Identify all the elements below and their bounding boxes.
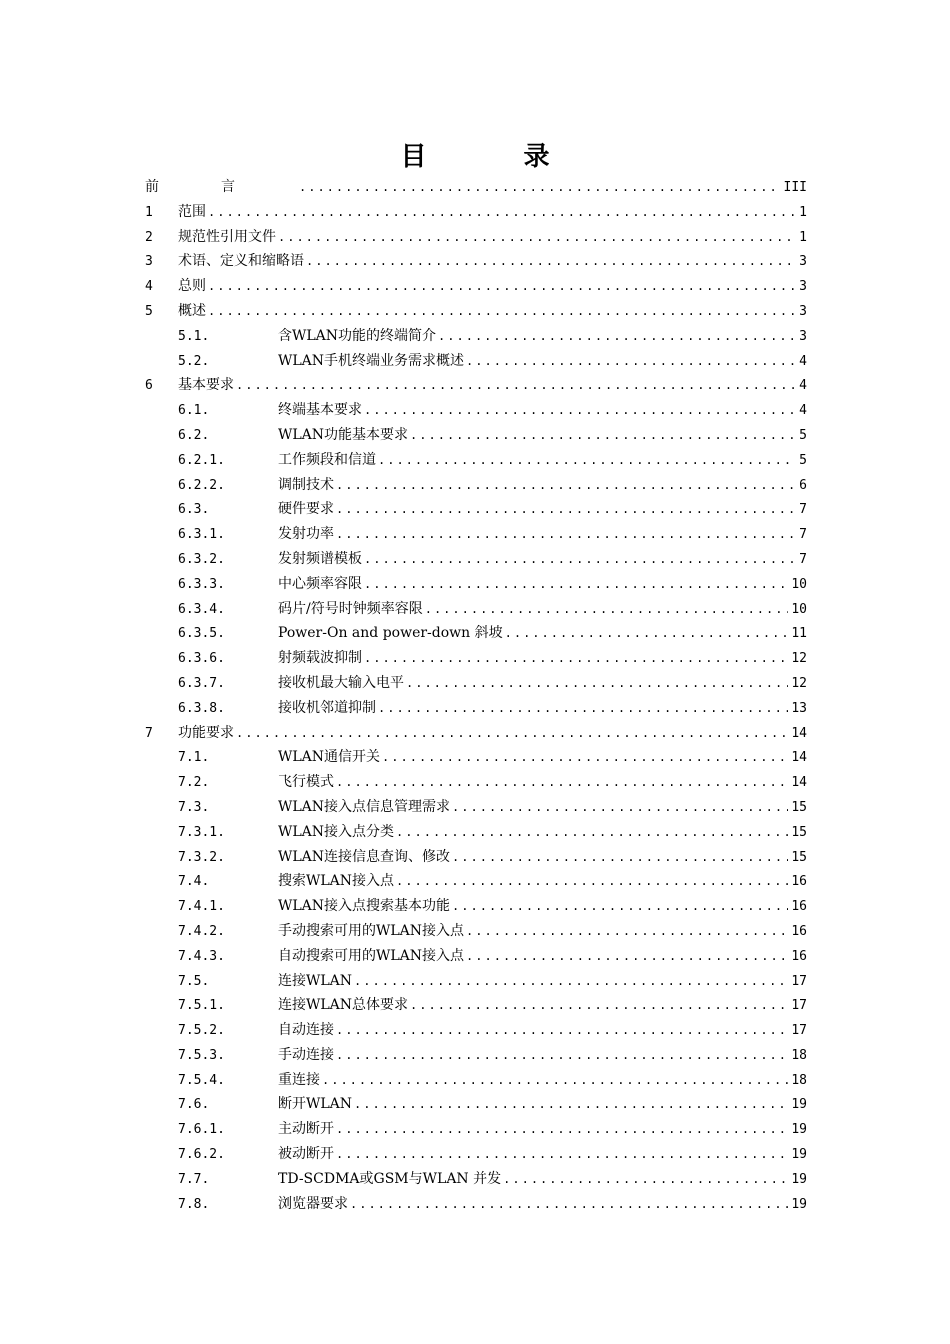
toc-entry-page: 19 bbox=[791, 1196, 807, 1212]
toc-leader-dots bbox=[336, 497, 796, 522]
toc-entry-page: 12 bbox=[791, 651, 807, 667]
toc-leader-dots bbox=[438, 324, 796, 349]
toc-entry[interactable] bbox=[145, 200, 807, 225]
toc-entry-page: 6 bbox=[799, 477, 807, 493]
toc-entry-title: 总则 bbox=[178, 278, 206, 295]
toc-entry-title: 手动搜索可用的WLAN接入点 bbox=[278, 922, 465, 939]
toc-entry-title: 终端基本要求 bbox=[278, 402, 362, 419]
toc-leader-dots bbox=[336, 1043, 788, 1068]
toc-entry[interactable] bbox=[145, 721, 807, 746]
toc-entry-title: 连接WLAN总体要求 bbox=[278, 997, 409, 1014]
toc-entry-title: 搜索WLAN接入点 bbox=[278, 873, 395, 890]
toc-leader-dots bbox=[466, 349, 796, 374]
toc-entry-number: 7.4.3. bbox=[178, 948, 225, 964]
toc-leader-dots bbox=[336, 1117, 788, 1142]
toc-entry[interactable] bbox=[145, 225, 807, 250]
toc-entry-page: 16 bbox=[791, 874, 807, 890]
toc-leader-dots bbox=[208, 200, 796, 225]
toc-entry-number: 7.6.1. bbox=[178, 1122, 225, 1138]
toc-entry[interactable] bbox=[145, 373, 807, 398]
toc-entry-page: 17 bbox=[791, 973, 807, 989]
toc-entry[interactable] bbox=[145, 969, 807, 994]
toc-leader-dots bbox=[364, 646, 788, 671]
toc-leader-dots bbox=[382, 745, 788, 770]
toc-entry-number: 2 bbox=[145, 229, 153, 245]
toc-entry[interactable] bbox=[145, 820, 807, 845]
toc-entry-title: 范围 bbox=[178, 203, 206, 220]
toc-entry-number: 6.3.4. bbox=[178, 601, 225, 617]
toc-entry-page: 7 bbox=[799, 527, 807, 543]
toc-entry-page: III bbox=[783, 180, 807, 195]
toc-entry[interactable] bbox=[145, 349, 807, 374]
toc-entry-title: 发射功率 bbox=[278, 526, 334, 543]
toc-entry-title: WLAN接入点搜索基本功能 bbox=[278, 898, 451, 915]
toc-entry-number: 7.6. bbox=[178, 1097, 210, 1113]
toc-entry[interactable] bbox=[145, 869, 807, 894]
toc-leader-dots bbox=[236, 373, 796, 398]
toc-entry[interactable] bbox=[145, 621, 807, 646]
toc-leader-dots bbox=[354, 1092, 788, 1117]
toc-entry[interactable] bbox=[145, 597, 807, 622]
toc-entry-number: 6.2. bbox=[178, 427, 210, 443]
toc-entry-number: 7.1. bbox=[178, 750, 210, 766]
toc-entry-title: 断开WLAN bbox=[278, 1096, 353, 1113]
toc-entry-page: 10 bbox=[791, 576, 807, 592]
toc-entry-number: 3 bbox=[145, 254, 153, 270]
toc-leader-dots bbox=[378, 696, 788, 721]
toc-entry[interactable] bbox=[145, 448, 807, 473]
toc-entry-title: 自动搜索可用的WLAN接入点 bbox=[278, 947, 465, 964]
toc-entry-page: 10 bbox=[791, 601, 807, 617]
toc-entry[interactable] bbox=[145, 795, 807, 820]
toc-leader-dots bbox=[299, 175, 781, 200]
toc-entry[interactable] bbox=[145, 572, 807, 597]
toc-entry[interactable] bbox=[145, 671, 807, 696]
toc-entry-number: 5 bbox=[145, 303, 153, 319]
toc-entry-title: 接收机最大输入电平 bbox=[278, 674, 404, 691]
toc-entry-title: 接收机邻道抑制 bbox=[278, 699, 376, 716]
toc-entry-number: 7.6.2. bbox=[178, 1147, 225, 1163]
toc-entry-title: 浏览器要求 bbox=[278, 1195, 348, 1212]
toc-entry[interactable] bbox=[145, 745, 807, 770]
toc-entry-title: 自动连接 bbox=[278, 1022, 334, 1039]
toc-leader-dots bbox=[505, 621, 789, 646]
toc-leader-dots bbox=[364, 398, 796, 423]
toc-entry[interactable] bbox=[145, 993, 807, 1018]
toc-leader-dots bbox=[410, 993, 788, 1018]
toc-entry-title: Power-On and power-down 斜坡 bbox=[278, 625, 503, 642]
toc-entry-page: 18 bbox=[791, 1072, 807, 1088]
toc-entry-title: 术语、定义和缩略语 bbox=[178, 253, 304, 270]
toc-entry-page: 17 bbox=[791, 1023, 807, 1039]
toc-entry-page: 12 bbox=[791, 675, 807, 691]
toc-leader-dots bbox=[354, 969, 788, 994]
toc-leader-dots bbox=[503, 1167, 788, 1192]
toc-entry[interactable] bbox=[145, 473, 807, 498]
toc-leader-dots bbox=[208, 274, 796, 299]
toc-entry-page: 15 bbox=[791, 849, 807, 865]
toc-leader-dots bbox=[336, 1142, 788, 1167]
toc-entry[interactable] bbox=[145, 1167, 807, 1192]
toc-leader-dots bbox=[452, 845, 788, 870]
toc-entry-number: 5.1. bbox=[178, 328, 210, 344]
toc-entry[interactable] bbox=[145, 299, 807, 324]
toc-entry[interactable] bbox=[145, 1092, 807, 1117]
toc-entry-page: 16 bbox=[791, 948, 807, 964]
toc-entry-title: 工作频段和信道 bbox=[278, 451, 376, 468]
toc-entry-page: 17 bbox=[791, 998, 807, 1014]
toc-entry-title: WLAN功能基本要求 bbox=[278, 426, 409, 443]
toc-entry-number: 6.3.6. bbox=[178, 651, 225, 667]
toc-leader-dots bbox=[306, 249, 796, 274]
toc-entry-page: 4 bbox=[799, 378, 807, 394]
toc-entry-title: WLAN接入点信息管理需求 bbox=[278, 798, 451, 815]
toc-entry-number: 6.3.1. bbox=[178, 527, 225, 543]
toc-entry[interactable] bbox=[145, 249, 807, 274]
toc-leader-dots bbox=[336, 473, 796, 498]
toc-entry-page: 3 bbox=[799, 328, 807, 344]
toc-entry-number: 7.4. bbox=[178, 874, 210, 890]
toc-leader-dots bbox=[364, 572, 788, 597]
toc-entry-page: 19 bbox=[791, 1122, 807, 1138]
toc-leader-dots bbox=[396, 869, 788, 894]
toc-entry-title: 码片/符号时钟频率容限 bbox=[278, 600, 423, 617]
toc-entry-title: 重连接 bbox=[278, 1071, 320, 1088]
toc-entry[interactable] bbox=[145, 175, 807, 200]
toc-entry-number: 6.3.3. bbox=[178, 576, 225, 592]
toc-leader-dots bbox=[322, 1068, 788, 1093]
toc-entry-number: 7.5. bbox=[178, 973, 210, 989]
toc-entry[interactable] bbox=[145, 423, 807, 448]
toc-leader-dots bbox=[236, 721, 788, 746]
toc-entry-page: 14 bbox=[791, 725, 807, 741]
toc-entry-number: 7.2. bbox=[178, 775, 210, 791]
toc-entry-title: 被动断开 bbox=[278, 1146, 334, 1163]
toc-entry[interactable] bbox=[145, 919, 807, 944]
toc-entry-page: 5 bbox=[799, 427, 807, 443]
toc-entry-number: 7.5.4. bbox=[178, 1072, 225, 1088]
toc-entry[interactable] bbox=[145, 1018, 807, 1043]
toc-entry[interactable] bbox=[145, 547, 807, 572]
toc-entry-page: 18 bbox=[791, 1047, 807, 1063]
toc-entry[interactable] bbox=[145, 944, 807, 969]
toc-entry-title: 飞行模式 bbox=[278, 774, 334, 791]
toc-entry[interactable] bbox=[145, 845, 807, 870]
toc-entry-page: 7 bbox=[799, 551, 807, 567]
toc-title: 目 录 bbox=[400, 142, 594, 172]
toc-entry-title: TD-SCDMA或GSM与WLAN 并发 bbox=[278, 1170, 502, 1187]
toc-entry-page: 11 bbox=[791, 626, 807, 642]
toc-entry[interactable] bbox=[145, 1142, 807, 1167]
toc-entry-number: 6.3.8. bbox=[178, 700, 225, 716]
toc-entry-number: 7.7. bbox=[178, 1171, 210, 1187]
toc-entry-number: 6.3.7. bbox=[178, 675, 225, 691]
toc-entry-title: 手动连接 bbox=[278, 1046, 334, 1063]
toc-entry-page: 14 bbox=[791, 775, 807, 791]
toc-entry[interactable] bbox=[145, 1068, 807, 1093]
toc-leader-dots bbox=[364, 547, 796, 572]
toc-entry-number: 6.2.2. bbox=[178, 477, 225, 493]
toc-entry[interactable] bbox=[145, 497, 807, 522]
toc-entry-title: WLAN连接信息查询、修改 bbox=[278, 848, 451, 865]
toc-entry-number: 7.3.2. bbox=[178, 849, 225, 865]
toc-entry-page: 4 bbox=[799, 403, 807, 419]
toc-entry[interactable] bbox=[145, 398, 807, 423]
toc-leader-dots bbox=[452, 795, 788, 820]
toc-entry-number: 7.5.1. bbox=[178, 998, 225, 1014]
toc-entry-title: WLAN手机终端业务需求概述 bbox=[278, 352, 465, 369]
toc-entry[interactable] bbox=[145, 1117, 807, 1142]
toc-entry-title: 调制技术 bbox=[278, 476, 334, 493]
toc-leader-dots bbox=[466, 919, 788, 944]
toc-entry-page: 13 bbox=[791, 700, 807, 716]
toc-entry[interactable] bbox=[145, 274, 807, 299]
toc-entry-number: 7.4.2. bbox=[178, 923, 225, 939]
toc-entry-title: 规范性引用文件 bbox=[178, 228, 276, 245]
toc-entry-title: 前言 bbox=[145, 179, 297, 195]
toc-entry-title: 射频载波抑制 bbox=[278, 650, 362, 667]
toc-entry[interactable] bbox=[145, 324, 807, 349]
toc-entry-page: 16 bbox=[791, 899, 807, 915]
toc-entry-number: 7.5.2. bbox=[178, 1023, 225, 1039]
toc-entry-title: 含WLAN功能的终端简介 bbox=[278, 327, 437, 344]
toc-entry-page: 1 bbox=[799, 204, 807, 220]
toc-entry-page: 5 bbox=[799, 452, 807, 468]
toc-entry-number: 6.2.1. bbox=[178, 452, 225, 468]
toc-entry-page: 16 bbox=[791, 923, 807, 939]
toc-entry-title: 功能要求 bbox=[178, 724, 234, 741]
toc-entry[interactable] bbox=[145, 770, 807, 795]
toc-entry-number: 6.3.2. bbox=[178, 551, 225, 567]
toc-leader-dots bbox=[406, 671, 788, 696]
toc-entry-page: 19 bbox=[791, 1171, 807, 1187]
toc-entry-page: 15 bbox=[791, 824, 807, 840]
toc-entry-number: 7 bbox=[145, 725, 153, 741]
toc-entry-title: WLAN通信开关 bbox=[278, 749, 381, 766]
toc-entry-title: 基本要求 bbox=[178, 377, 234, 394]
toc-entry-number: 7.3. bbox=[178, 799, 210, 815]
toc-entry-page: 4 bbox=[799, 353, 807, 369]
toc-entry-page: 3 bbox=[799, 254, 807, 270]
toc-entry-title: 中心频率容限 bbox=[278, 575, 362, 592]
toc-entry-title: 概述 bbox=[178, 302, 206, 319]
toc-entry-number: 1 bbox=[145, 204, 153, 220]
toc-entry-page: 15 bbox=[791, 799, 807, 815]
toc-leader-dots bbox=[208, 299, 796, 324]
toc-entry-number: 7.8. bbox=[178, 1196, 210, 1212]
toc-entry-page: 3 bbox=[799, 279, 807, 295]
toc-entry-title: WLAN接入点分类 bbox=[278, 823, 395, 840]
toc-entry-number: 6.3. bbox=[178, 502, 210, 518]
toc-leader-dots bbox=[378, 448, 796, 473]
toc-entry-title: 发射频谱模板 bbox=[278, 550, 362, 567]
toc-entry-number: 7.5.3. bbox=[178, 1047, 225, 1063]
toc-leader-dots bbox=[336, 522, 796, 547]
toc-leader-dots bbox=[278, 225, 796, 250]
toc-leader-dots bbox=[336, 1018, 788, 1043]
toc-entry-number: 5.2. bbox=[178, 353, 210, 369]
toc-entry-page: 3 bbox=[799, 303, 807, 319]
toc-entry-page: 19 bbox=[791, 1097, 807, 1113]
table-of-contents bbox=[145, 175, 807, 1216]
toc-leader-dots bbox=[425, 597, 789, 622]
toc-entry-page: 7 bbox=[799, 502, 807, 518]
toc-leader-dots bbox=[452, 894, 788, 919]
toc-entry-number: 6 bbox=[145, 378, 153, 394]
toc-entry[interactable] bbox=[145, 894, 807, 919]
toc-entry-number: 4 bbox=[145, 279, 153, 295]
toc-entry-page: 19 bbox=[791, 1147, 807, 1163]
toc-entry-number: 6.1. bbox=[178, 403, 210, 419]
toc-entry-title: 主动断开 bbox=[278, 1121, 334, 1138]
toc-entry[interactable] bbox=[145, 696, 807, 721]
toc-leader-dots bbox=[466, 944, 788, 969]
toc-leader-dots bbox=[396, 820, 788, 845]
toc-entry[interactable] bbox=[145, 1192, 807, 1217]
toc-entry-number: 7.3.1. bbox=[178, 824, 225, 840]
toc-entry-number: 6.3.5. bbox=[178, 626, 225, 642]
toc-entry-title: 硬件要求 bbox=[278, 501, 334, 518]
toc-entry[interactable] bbox=[145, 522, 807, 547]
toc-entry[interactable] bbox=[145, 646, 807, 671]
toc-entry-title: 连接WLAN bbox=[278, 972, 353, 989]
toc-leader-dots bbox=[336, 770, 788, 795]
toc-entry-page: 1 bbox=[799, 229, 807, 245]
toc-leader-dots bbox=[350, 1192, 788, 1217]
toc-entry-number: 7.4.1. bbox=[178, 899, 225, 915]
toc-entry-page: 14 bbox=[791, 750, 807, 766]
toc-leader-dots bbox=[410, 423, 796, 448]
toc-entry[interactable] bbox=[145, 1043, 807, 1068]
